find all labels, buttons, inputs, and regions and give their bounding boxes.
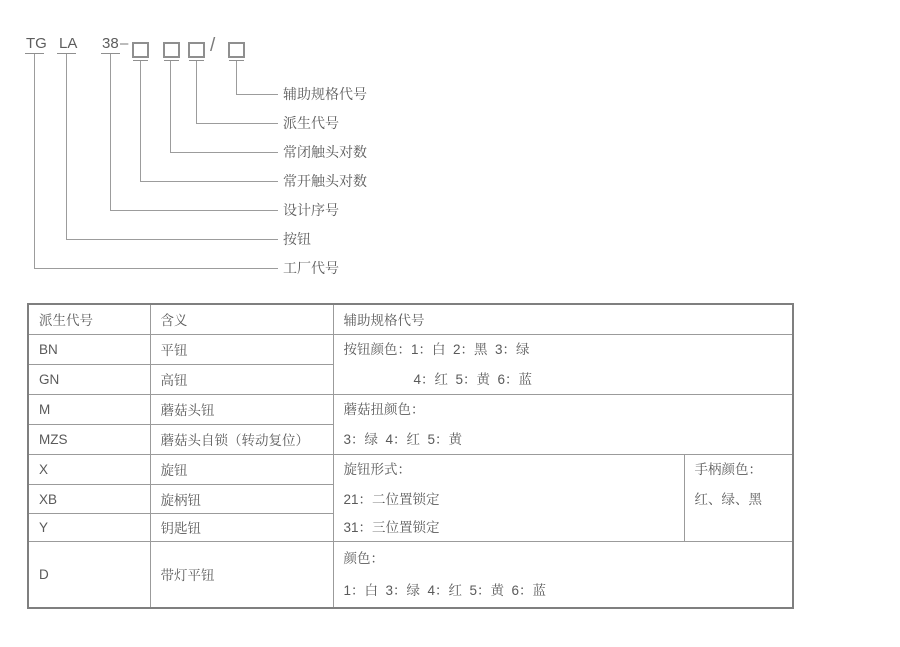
cell-code-y: Y — [28, 514, 150, 541]
table-header-row — [28, 304, 793, 334]
cell-code-mzs: MZS — [28, 425, 150, 455]
aux-knob-line1: 旋钮形式： — [343, 461, 411, 477]
aux-mushroom-line2: 3：绿 4：红 5：黄 — [343, 431, 463, 447]
underline-box2 — [164, 60, 179, 61]
aux-lamp-line1: 颜色： — [343, 550, 384, 566]
connector-hline-button — [66, 239, 278, 240]
cell-meaning-mzs: 蘑菇头自锁（转动复位） — [150, 425, 333, 455]
cell-aux-knob-form — [333, 454, 684, 541]
callout-label-design-serial: 设计序号 — [283, 202, 339, 218]
code-box-derived — [188, 42, 205, 58]
connector-hline-no-contacts — [140, 181, 278, 182]
callout-label-factory: 工厂代号 — [283, 260, 339, 276]
cell-meaning-d: 带灯平钮 — [150, 541, 333, 608]
aux-knob-line3: 31：三位置锁定 — [343, 519, 440, 535]
table-row-m — [28, 394, 793, 425]
connector-hline-aux-spec — [236, 94, 278, 95]
aux-button-color-line1: 按钮颜色：1：白 2：黑 3：绿 — [343, 341, 530, 357]
code-part-category: LA — [59, 35, 78, 52]
table-row-bn — [28, 334, 793, 365]
cell-code-gn: GN — [28, 365, 150, 395]
table-row-d — [28, 541, 793, 608]
connector-vline-nc-contacts — [170, 61, 171, 152]
connector-vline-aux-spec — [236, 61, 237, 94]
aux-mushroom-line1: 蘑菇扭颜色： — [343, 401, 425, 417]
callout-label-aux-spec: 辅助规格代号 — [283, 86, 367, 102]
cell-code-xb: XB — [28, 484, 150, 513]
code-box-no-contacts — [132, 42, 149, 58]
code-slash: / — [210, 35, 216, 56]
cell-code-x: X — [28, 454, 150, 484]
connector-hline-design — [110, 210, 278, 211]
header-aux-spec: 辅助规格代号 — [333, 304, 793, 334]
cell-code-d: D — [28, 541, 150, 608]
connector-vline-derived — [196, 61, 197, 123]
callout-label-nc-contacts: 常闭触头对数 — [283, 144, 367, 160]
header-meaning: 含义 — [150, 304, 333, 334]
cell-aux-mushroom-color — [333, 394, 793, 454]
header-derived-code: 派生代号 — [28, 304, 150, 334]
code-part-design: 38 — [102, 35, 119, 52]
cell-code-m: M — [28, 394, 150, 425]
connector-vline-factory — [34, 54, 35, 268]
cell-meaning-y: 钥匙钮 — [150, 514, 333, 541]
callout-label-derived: 派生代号 — [283, 115, 339, 131]
connector-hline-factory — [34, 268, 278, 269]
cell-meaning-gn: 高钮 — [150, 365, 333, 395]
cell-meaning-m: 蘑菇头钮 — [150, 394, 333, 425]
cell-meaning-x: 旋钮 — [150, 454, 333, 484]
connector-vline-no-contacts — [140, 61, 141, 181]
connector-vline-button — [66, 54, 67, 239]
aux-button-color-line2: 4：红 5：黄 6：蓝 — [413, 371, 533, 387]
aux-handle-line2: 红、绿、黑 — [694, 491, 762, 507]
code-dash: – — [120, 35, 129, 52]
cell-aux-lamp-color — [333, 541, 793, 608]
aux-lamp-line2: 1：白 3：绿 4：红 5：黄 6：蓝 — [343, 582, 547, 598]
connector-hline-derived — [196, 123, 278, 124]
cell-aux-handle-color — [684, 454, 793, 541]
cell-meaning-bn: 平钮 — [150, 334, 333, 365]
derived-code-table — [27, 303, 794, 609]
connector-vline-design — [110, 54, 111, 210]
callout-label-button: 按钮 — [283, 231, 311, 247]
aux-knob-line2: 21：二位置锁定 — [343, 491, 440, 507]
code-box-nc-contacts — [163, 42, 180, 58]
connector-hline-nc-contacts — [170, 152, 278, 153]
aux-handle-line1: 手柄颜色： — [694, 461, 762, 477]
table-row-x — [28, 454, 793, 484]
cell-code-bn: BN — [28, 334, 150, 365]
callout-label-no-contacts: 常开触头对数 — [283, 173, 367, 189]
code-part-factory: TG — [26, 35, 47, 52]
cell-meaning-xb: 旋柄钮 — [150, 484, 333, 513]
cell-aux-button-color — [333, 334, 793, 394]
code-box-aux-spec — [228, 42, 245, 58]
